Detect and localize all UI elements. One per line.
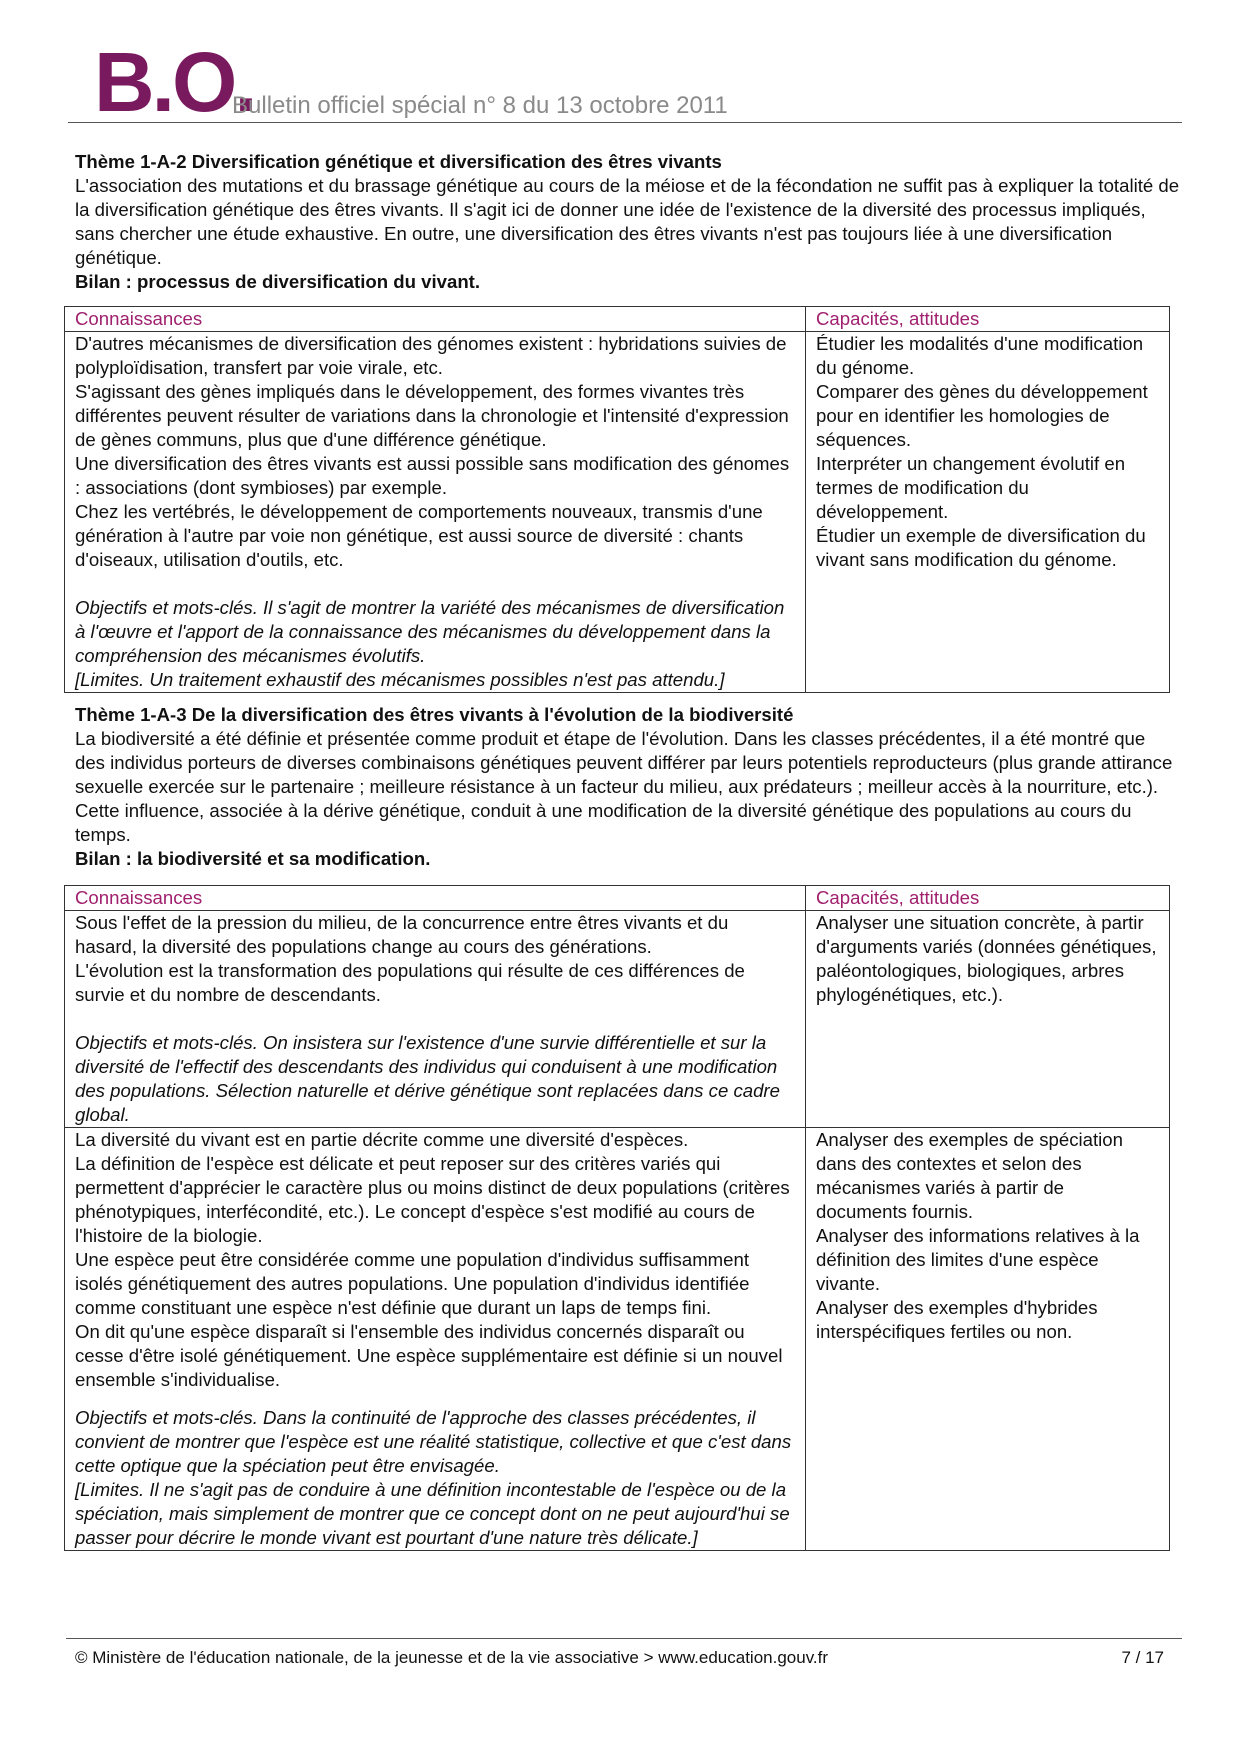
capacity-paragraph: Étudier un exemple de diversification du vivant sans modification du génome. [816, 525, 1146, 570]
knowledge-paragraph: On dit qu'une espèce disparaît si l'ensemble des individus concernés disparaît ou cesse d'être isolé génétiquement. Une espèce supplémentaire est définie si un nouvel ensemble s'individualise. [75, 1321, 783, 1390]
knowledge-paragraph: Une diversification des êtres vivants est aussi possible sans modification des génomes : associations (dont symbioses) par exemple. [75, 453, 790, 498]
objectifs-text: Objectifs et mots-clés. Il s'agit de montrer la variété des mécanismes de diversification à l'œuvre et l'apport de la connaissance des mécanismes du développement dans la compréhension des mécanismes évolutifs. [75, 597, 785, 666]
connaissances-cell [65, 911, 806, 1128]
objectifs-text: Objectifs et mots-clés. On insistera sur l'existence d'une survie différentielle et sur la diversité de l'effectif des descendants des individus qui conduisent à une modification des populations. Sélection naturelle et dérive génétique sont replacées dans ce cadre global. [75, 1032, 780, 1125]
bulletin-title: Bulletin officiel spécial n° 8 du 13 octobre 2011 [232, 92, 728, 119]
knowledge-paragraph: S'agissant des gènes impliqués dans le développement, des formes vivantes très différentes peuvent résulter de variations dans la chronologie et l'intensité d'expression de gènes communs, plus que d'une différence génétique. [75, 381, 789, 450]
objectifs-text: Objectifs et mots-clés. Dans la continuité de l'approche des classes précédentes, il convient de montrer que l'espèce est une réalité statistique, collective et que c'est dans cette optique que la spéciation peut être envisagée. [75, 1407, 792, 1476]
knowledge-paragraph: La diversité du vivant est en partie décrite comme une diversité d'espèces. [75, 1129, 689, 1150]
connaissances-header: Connaissances [65, 886, 806, 911]
capacity-paragraph: Analyser des exemples de spéciation dans des contextes et selon des mécanismes variés à partir de documents fournis. [816, 1129, 1123, 1222]
footer-copyright: © Ministère de l'éducation nationale, de la jeunesse et de la vie associative > www.education.gouv.fr [75, 1648, 829, 1667]
table-header-row [65, 886, 1170, 911]
theme-1-a-3-title: Thème 1-A-3 De la diversification des êtres vivants à l'évolution de la biodiversité [75, 704, 794, 725]
footer-divider [66, 1638, 1182, 1639]
theme-1-a-3-table [64, 885, 1170, 1551]
header [88, 35, 1178, 129]
capacity-paragraph: Analyser une situation concrète, à partir d'arguments variés (données génétiques, paléontologiques, biologiques, arbres phylogénétiques, etc.). [816, 912, 1157, 1005]
capacity-paragraph: Étudier les modalités d'une modification du génome. [816, 333, 1144, 378]
knowledge-paragraph: D'autres mécanismes de diversification des génomes existent : hybridations suivies de polyploïdisation, transfert par voie virale, etc. [75, 333, 787, 378]
table-row [65, 332, 1170, 693]
theme-1-a-2-title: Thème 1-A-2 Diversification génétique et diversification des êtres vivants [75, 151, 722, 172]
theme-1-a-3-bilan: Bilan : la biodiversité et sa modification. [75, 848, 431, 869]
bo-logo: B.O. [94, 35, 255, 129]
capacites-cell [806, 911, 1170, 1128]
document-body [75, 150, 1180, 1551]
connaissances-header: Connaissances [65, 307, 806, 332]
capacity-paragraph: Interpréter un changement évolutif en termes de modification du développement. [816, 453, 1126, 522]
header-divider [68, 122, 1182, 123]
limites-text: [Limites. Un traitement exhaustif des mécanismes possibles n'est pas attendu.] [75, 669, 725, 690]
knowledge-paragraph: Chez les vertébrés, le développement de comportements nouveaux, transmis d'une génération à l'autre par voie non génétique, est aussi source de diversité : chants d'oiseaux, utilisation d'outils, etc. [75, 501, 763, 570]
connaissances-cell [65, 1128, 806, 1551]
theme-1-a-3-intro: La biodiversité a été définie et présentée comme produit et étape de l'évolution. Dans les classes précédentes, il a été montré que des individus porteurs de diverses combinaisons génétiques peuvent différer par leurs potentiels reproducteurs (plus grande attirance sexuelle exercée sur le partenaire ; meilleure résistance à un facteur du milieu, aux prédateurs ; meilleur accès à la nourriture, etc.). Cette influence, associée à la dérive génétique, conduit à une modification de la diversité génétique des populations au cours du temps. [75, 728, 1173, 845]
table-row [65, 911, 1170, 1128]
capacity-paragraph: Comparer des gènes du développement pour en identifier les homologies de séquences. [816, 381, 1148, 450]
limites-text: [Limites. Il ne s'agit pas de conduire à une définition incontestable de l'espèce ou de la spéciation, mais simplement de montrer que ce concept dont on ne peut aujourd'hui se passer pour décrire le monde vivant est pourtant d'une nature très délicate.] [75, 1479, 790, 1548]
connaissances-cell [65, 332, 806, 693]
capacity-paragraph: Analyser des exemples d'hybrides interspécifiques fertiles ou non. [816, 1297, 1098, 1342]
theme-1-a-2-intro: L'association des mutations et du brassage génétique au cours de la méiose et de la fécondation ne suffit pas à expliquer la totalité de la diversification génétique des êtres vivants. Il s'agit ici de donner une idée de l'existence de la diversité des processus impliqués, sans chercher une étude exhaustive. En outre, une diversification des êtres vivants n'est pas toujours liée à une diversification génétique. [75, 175, 1180, 268]
table-header-row [65, 307, 1170, 332]
capacites-cell [806, 332, 1170, 693]
knowledge-paragraph: L'évolution est la transformation des populations qui résulte de ces différences de survie et du nombre de descendants. [75, 960, 745, 1005]
table-row [65, 1128, 1170, 1551]
capacites-cell [806, 1128, 1170, 1551]
theme-1-a-2-table [64, 306, 1170, 693]
knowledge-paragraph: La définition de l'espèce est délicate et peut reposer sur des critères variés qui permettent d'apprécier le caractère plus ou moins distinct de deux populations (critères phénotypiques, interfécondité, etc.). Le concept d'espèce s'est modifié au cours de l'histoire de la biologie. [75, 1153, 790, 1246]
page-number: 7 / 17 [1121, 1648, 1164, 1667]
knowledge-paragraph: Sous l'effet de la pression du milieu, de la concurrence entre êtres vivants et du hasard, la diversité des populations change au cours des générations. [75, 912, 729, 957]
theme-1-a-2-bilan: Bilan : processus de diversification du vivant. [75, 271, 481, 292]
knowledge-paragraph: Une espèce peut être considérée comme une population d'individus suffisamment isolés génétiquement des autres populations. Une population d'individus identifiée comme constituant une espèce n'est définie que durant un laps de temps fini. [75, 1249, 750, 1318]
capacites-header: Capacités, attitudes [806, 307, 1170, 332]
capacites-header: Capacités, attitudes [806, 886, 1170, 911]
capacity-paragraph: Analyser des informations relatives à la définition des limites d'une espèce vivante. [816, 1225, 1140, 1294]
